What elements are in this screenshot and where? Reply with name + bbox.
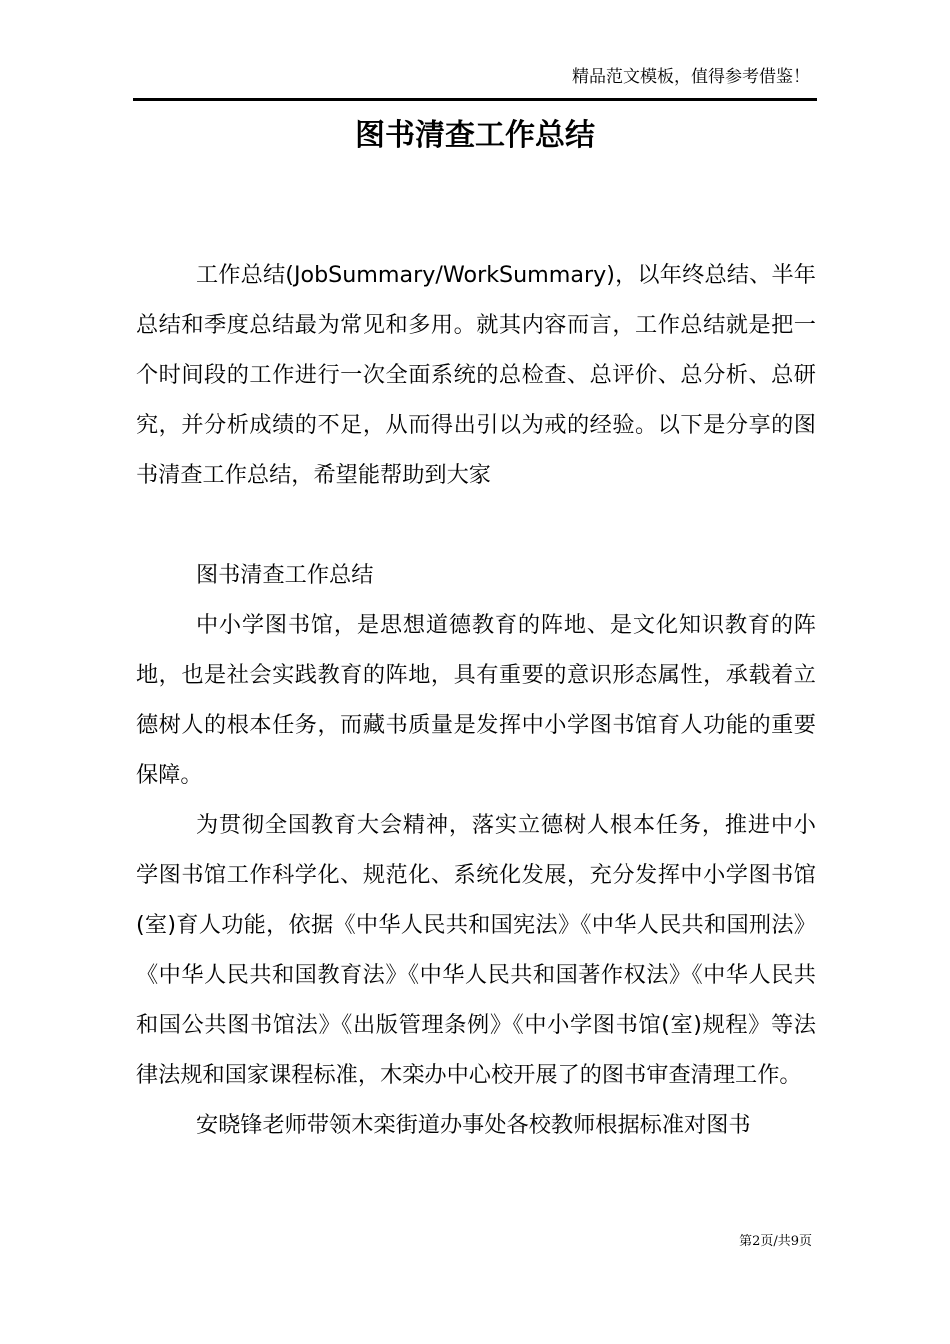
section-heading: 图书清查工作总结 [195,562,374,588]
intro-paragraph: 工作总结(JobSummary/WorkSummary)，以年终总结、半年总结和季度总结最为常见和多用。就其内容而言，工作总结就是把一个时间段的工作进行一次全面系统的总检查、总评价、总分析、总研究，并分析成绩的不足，从而得出引以为戒的经验。以下是分享的图书清查工作总结，希望能帮助到大家 [136,262,816,488]
page-header-text: 精品范文模板，值得参考借鉴！ [572,67,810,87]
document-title: 图书清查工作总结 [355,118,595,153]
body-paragraph: 中小学图书馆，是思想道德教育的阵地、是文化知识教育的阵地，也是社会实践教育的阵地，具有重要的意识形态属性，承载着立德树人的根本任务，而藏书质量是发挥中小学图书馆育人功能的重要保障。 [136,612,816,788]
document-body [136,250,816,1150]
body-paragraph: 为贯彻全国教育大会精神，落实立德树人根本任务，推进中小学图书馆工作科学化、规范化、系统化发展，充分发挥中小学图书馆(室)育人功能，依据《中华人民共和国宪法》《中华人民共和国刑法》《中华人民共和国教育法》《中华人民共和国著作权法》《中华人民共和国公共图书馆法》《出版管理条例》《中小学图书馆(室)规程》等法律法规和国家课程标准，木栾办中心校开展了的图书审查清理工作。 [136,812,816,1088]
body-paragraph: 安晓锋老师带领木栾街道办事处各校教师根据标准对图书 [195,1112,751,1138]
page-number: 第2页/共9页 [739,1234,812,1249]
header-divider [133,98,817,101]
